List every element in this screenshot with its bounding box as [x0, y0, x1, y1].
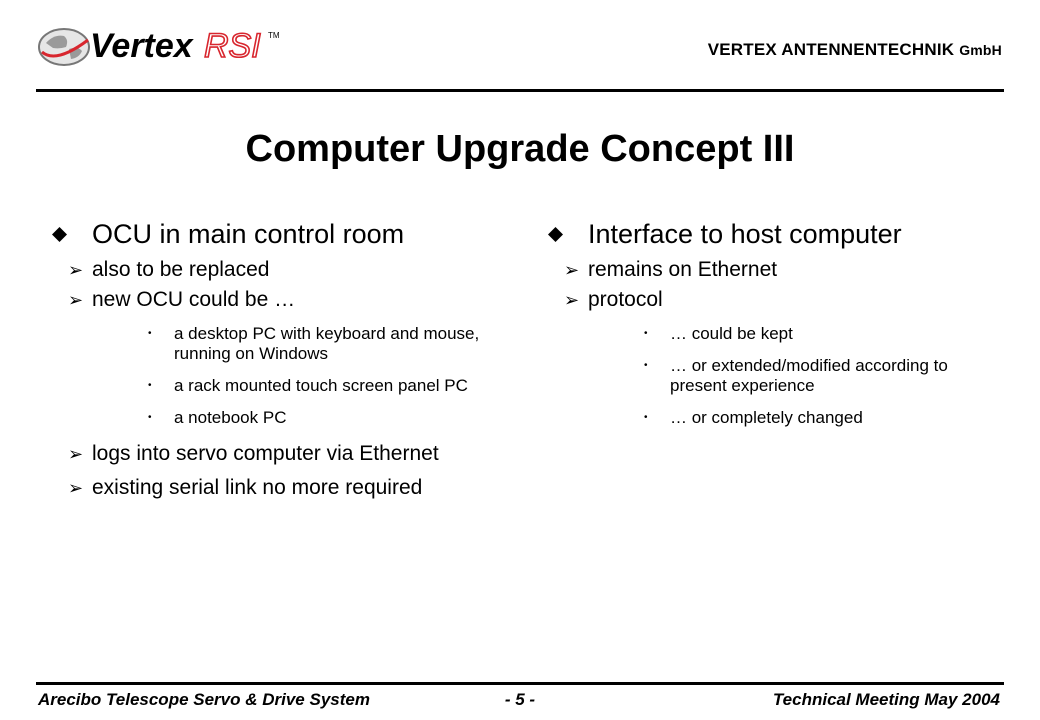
- left-sub-2: new OCU could be …: [92, 288, 296, 311]
- left-sub-item-1: [52, 258, 492, 282]
- footer-rule: [36, 682, 1004, 685]
- right-sub-item-2: [548, 288, 988, 312]
- svg-text:Vertex: Vertex: [90, 27, 193, 65]
- left-bullet-item-1: [52, 324, 492, 364]
- right-sub-item-1: [548, 258, 988, 282]
- arrow-bullet-icon: ➢: [68, 290, 84, 310]
- dot-bullet-icon: •: [644, 412, 648, 423]
- dot-bullet-icon: •: [644, 360, 648, 371]
- left-sub-3: logs into servo computer via Ethernet: [92, 442, 439, 465]
- diamond-bullet-icon: [548, 227, 563, 242]
- right-bullet-3: … or completely changed: [670, 408, 863, 427]
- diamond-bullet-icon: [52, 227, 67, 242]
- right-bullet-2: … or extended/modified according to present experience: [670, 356, 948, 395]
- vertex-rsi-logo: [36, 18, 296, 76]
- left-bullet-item-2: [52, 376, 492, 396]
- left-heading: OCU in main control room: [92, 219, 405, 249]
- left-column: [52, 218, 492, 500]
- arrow-bullet-icon: ➢: [564, 290, 580, 310]
- left-sub-item-3: [52, 442, 492, 466]
- company-main: VERTEX ANTENNENTECHNIK: [707, 40, 955, 59]
- arrow-bullet-icon: ➢: [68, 478, 84, 498]
- header-rule: [36, 89, 1004, 92]
- right-sub-2: protocol: [588, 288, 663, 311]
- left-bullet-item-3: [52, 408, 492, 428]
- left-sub-item-4: [52, 476, 492, 500]
- dot-bullet-icon: •: [644, 328, 648, 339]
- footer-right: Technical Meeting May 2004: [772, 690, 1000, 709]
- svg-text:TM: TM: [268, 31, 280, 40]
- right-sub-1: remains on Ethernet: [588, 258, 778, 281]
- right-column: [548, 218, 988, 428]
- left-bullet-1: a desktop PC with keyboard and mouse, running on Windows: [174, 324, 480, 363]
- right-heading-item: [548, 218, 988, 250]
- svg-text:RSI: RSI: [204, 27, 261, 65]
- left-bullet-2: a rack mounted touch screen panel PC: [174, 376, 468, 395]
- footer-left: Arecibo Telescope Servo & Drive System: [38, 690, 370, 709]
- arrow-bullet-icon: ➢: [68, 444, 84, 464]
- right-bullet-item-1: [548, 324, 988, 344]
- right-heading: Interface to host computer: [588, 219, 902, 249]
- dot-bullet-icon: •: [148, 380, 152, 391]
- right-bullet-item-3: [548, 408, 988, 428]
- left-sub-4: existing serial link no more required: [92, 476, 423, 499]
- dot-bullet-icon: •: [148, 412, 152, 423]
- left-sub-1: also to be replaced: [92, 258, 270, 281]
- left-bullet-3: a notebook PC: [174, 408, 287, 427]
- company-suffix: GmbH: [959, 42, 1002, 58]
- arrow-bullet-icon: ➢: [564, 260, 580, 280]
- dot-bullet-icon: •: [148, 328, 152, 339]
- right-bullet-item-2: [548, 356, 988, 396]
- slide-title: Computer Upgrade Concept III: [245, 128, 795, 170]
- company-name: [708, 40, 1002, 60]
- left-heading-item: [52, 218, 492, 250]
- arrow-bullet-icon: ➢: [68, 260, 84, 280]
- left-sub-item-2: [52, 288, 492, 312]
- page-number: - 5 -: [504, 690, 536, 709]
- right-bullet-1: … could be kept: [670, 324, 793, 343]
